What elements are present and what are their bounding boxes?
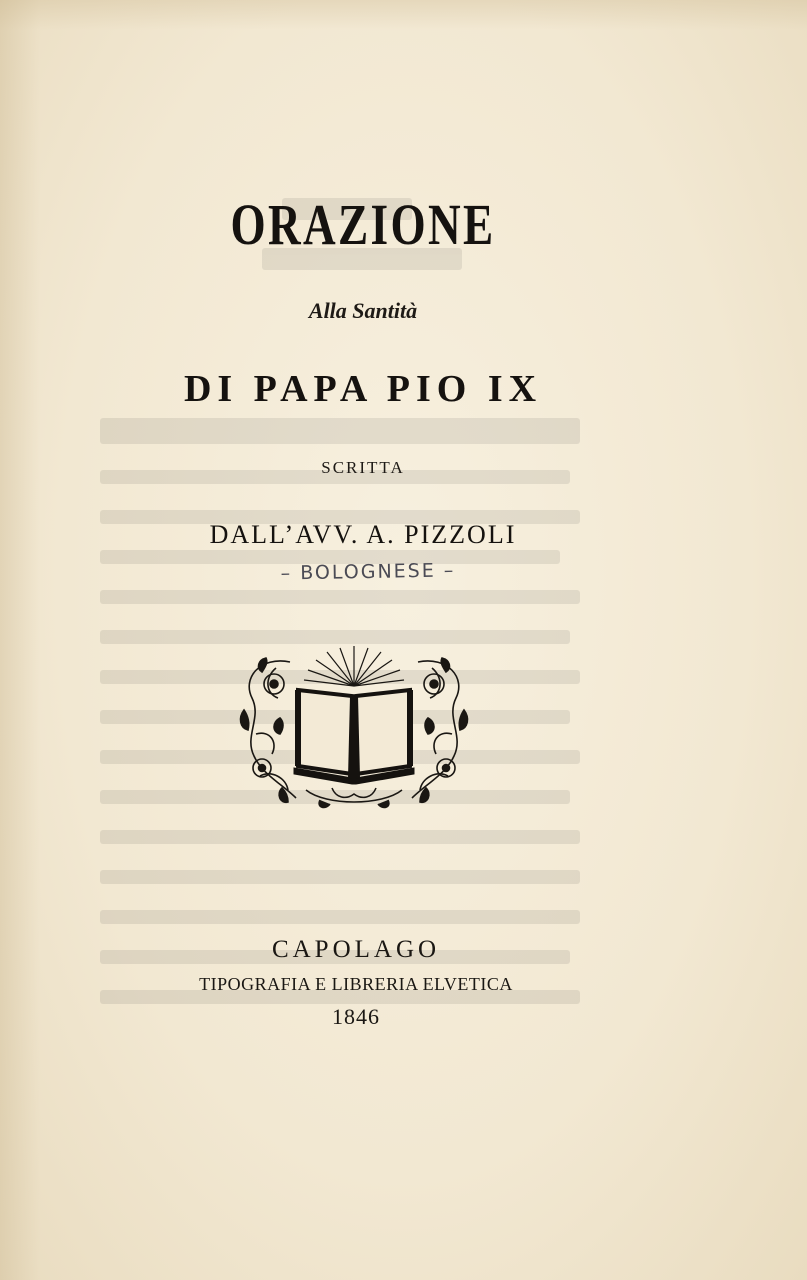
- dedication-line: Alla Santità: [308, 298, 418, 323]
- author-name: DALL’AVV. A. PIZZOLI: [209, 520, 517, 549]
- paper-edge-shadow: [0, 0, 40, 1280]
- imprint-place: CAPOLAGO: [271, 936, 441, 963]
- subject-line: DI PAPA PIO IX: [183, 368, 543, 410]
- page-title: ORAZIONE: [230, 192, 496, 257]
- handwritten-pencil-note: – BOLOGNESE –: [280, 559, 456, 585]
- imprint-year: 1846: [332, 1004, 380, 1029]
- imprint-printer: TIPOGRAFIA E LIBRERIA ELVETICA: [199, 974, 513, 994]
- paper-top-shadow: [0, 0, 807, 30]
- written-by-label: SCRITTA: [321, 458, 405, 477]
- open-book-ornament-icon: [236, 638, 472, 810]
